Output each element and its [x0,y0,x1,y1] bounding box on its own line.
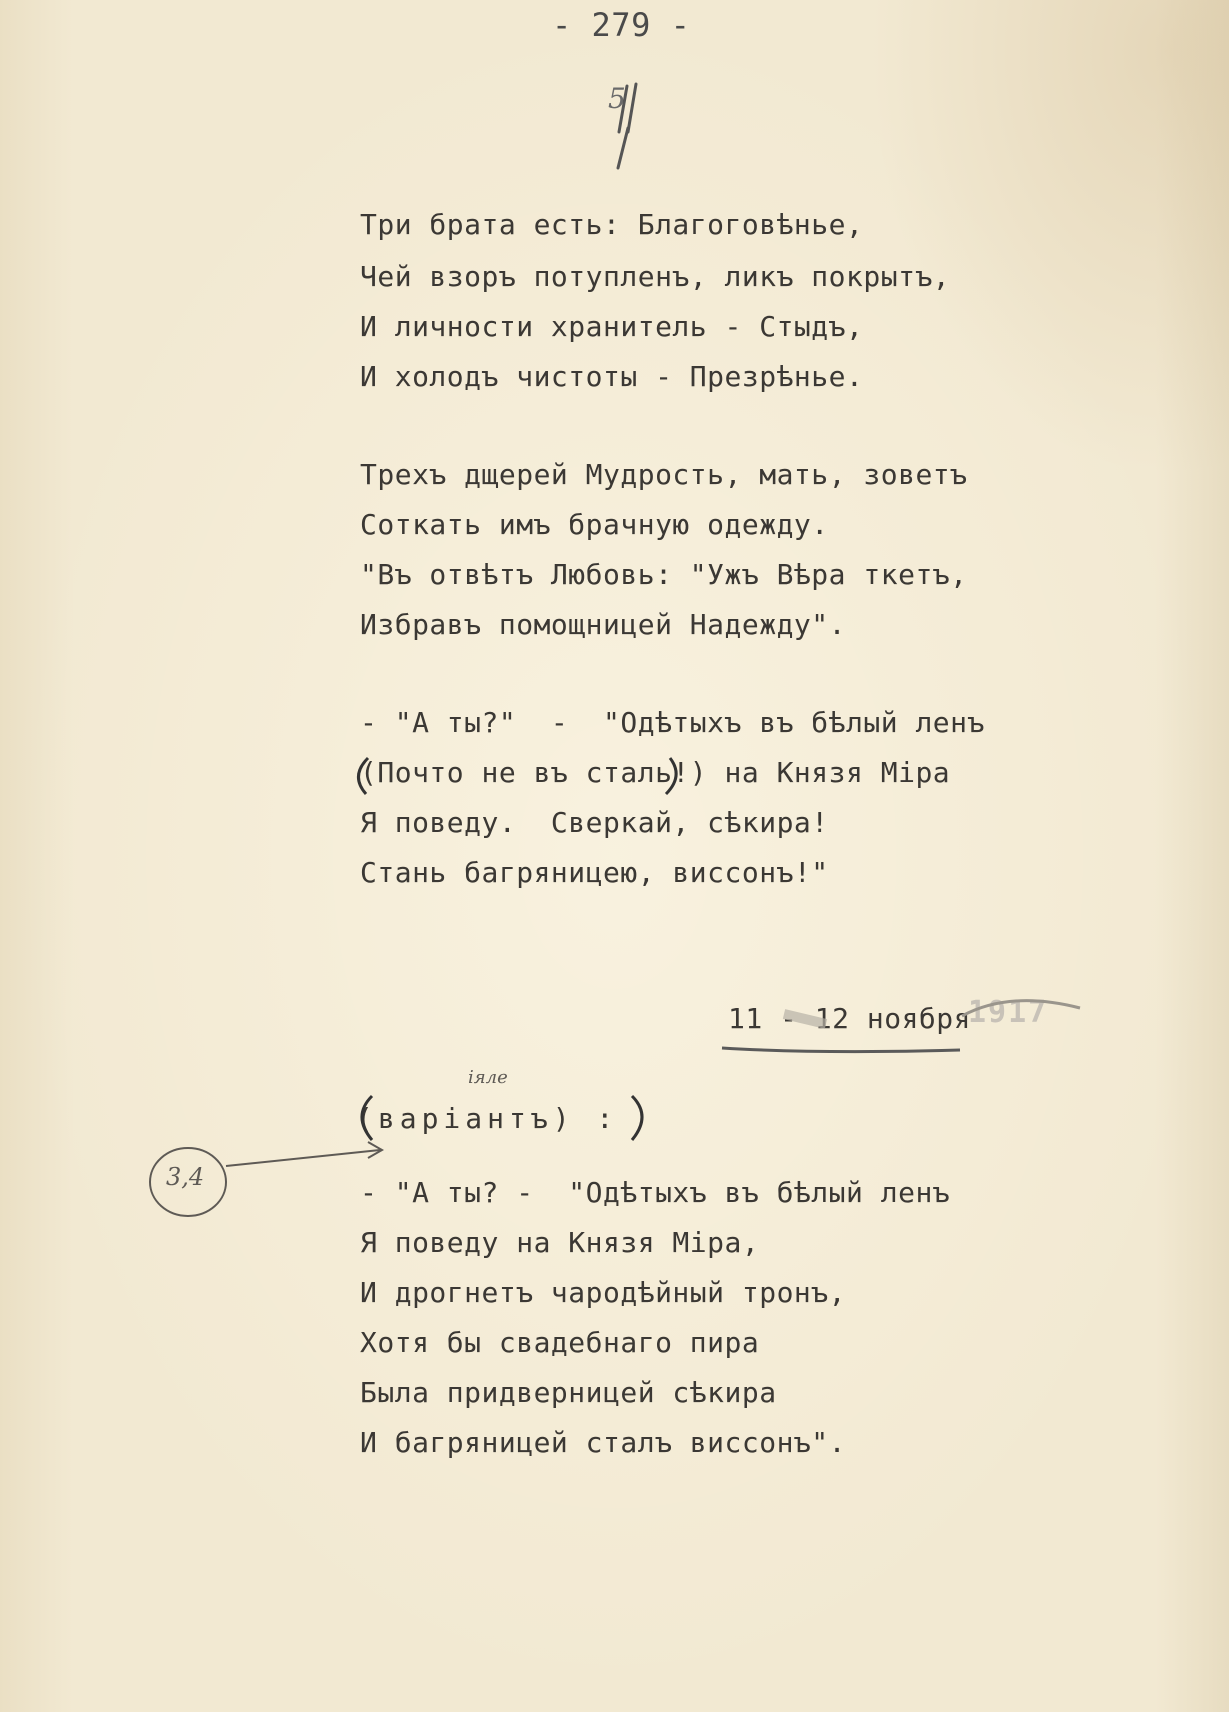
stanza3-line-1: - "А ты?" - "Одѣтыхъ въ бѣлый ленъ [360,706,985,739]
margin-arrow-head [368,1142,382,1158]
variant-line-4: Хотя бы свадебнаго пира [360,1326,760,1359]
stanza1-line-1: Три брата есть: Благоговѣнье, [360,208,864,241]
stanza3-line-4: Стань багряницею, виссонъ!" [360,856,829,889]
date-underline [722,1048,960,1052]
variant-line-2: Я поведу на Князя Міра, [360,1226,760,1259]
variant-close-paren [632,1096,642,1140]
pencil-correction: іяле [468,1067,508,1088]
variant-line-1: - "А ты? - "Одѣтыхъ въ бѣлый ленъ [360,1176,951,1209]
date-year-struck: 1917 [968,995,1049,1030]
stanza1-line-2: Чей взоръ потупленъ, ликъ покрытъ, [360,260,951,293]
stanza1-line-3: И личности хранитель - Стыдъ, [360,310,864,343]
margin-note: 3,4 [166,1163,205,1191]
stanza2-line-2: Соткать имъ брачную одежду. [360,508,829,541]
stanza2-line-1: Трехъ дщерей Мудрость, мать, зоветъ [360,458,968,491]
variant-line-3: И дрогнетъ чародѣйный тронъ, [360,1276,847,1309]
stanza1-line-4: И холодъ чистоты - Презрѣнье. [360,360,864,393]
variant-line-5: Была придверницей сѣкира [360,1376,777,1409]
margin-arrow-line [226,1150,380,1166]
date: 11 - 12 ноября [728,1002,972,1035]
stanza3-line-2: (Почто не въ сталь!) на Князя Міра [360,756,951,789]
variant-heading: (варіантъ) : [356,1102,619,1135]
stanza3-line-3: Я поведу. Сверкай, сѣкира! [360,806,829,839]
stanza2-line-4: Избравъ помощницей Надежду". [360,608,847,641]
sheet-number: 5 [608,82,626,115]
variant-line-6: И багряницей сталъ виссонъ". [360,1426,847,1459]
page-number: - 279 - [552,6,691,44]
stanza2-line-3: "Въ отвѣтъ Любовь: "Ужъ Вѣра ткетъ, [360,558,968,591]
